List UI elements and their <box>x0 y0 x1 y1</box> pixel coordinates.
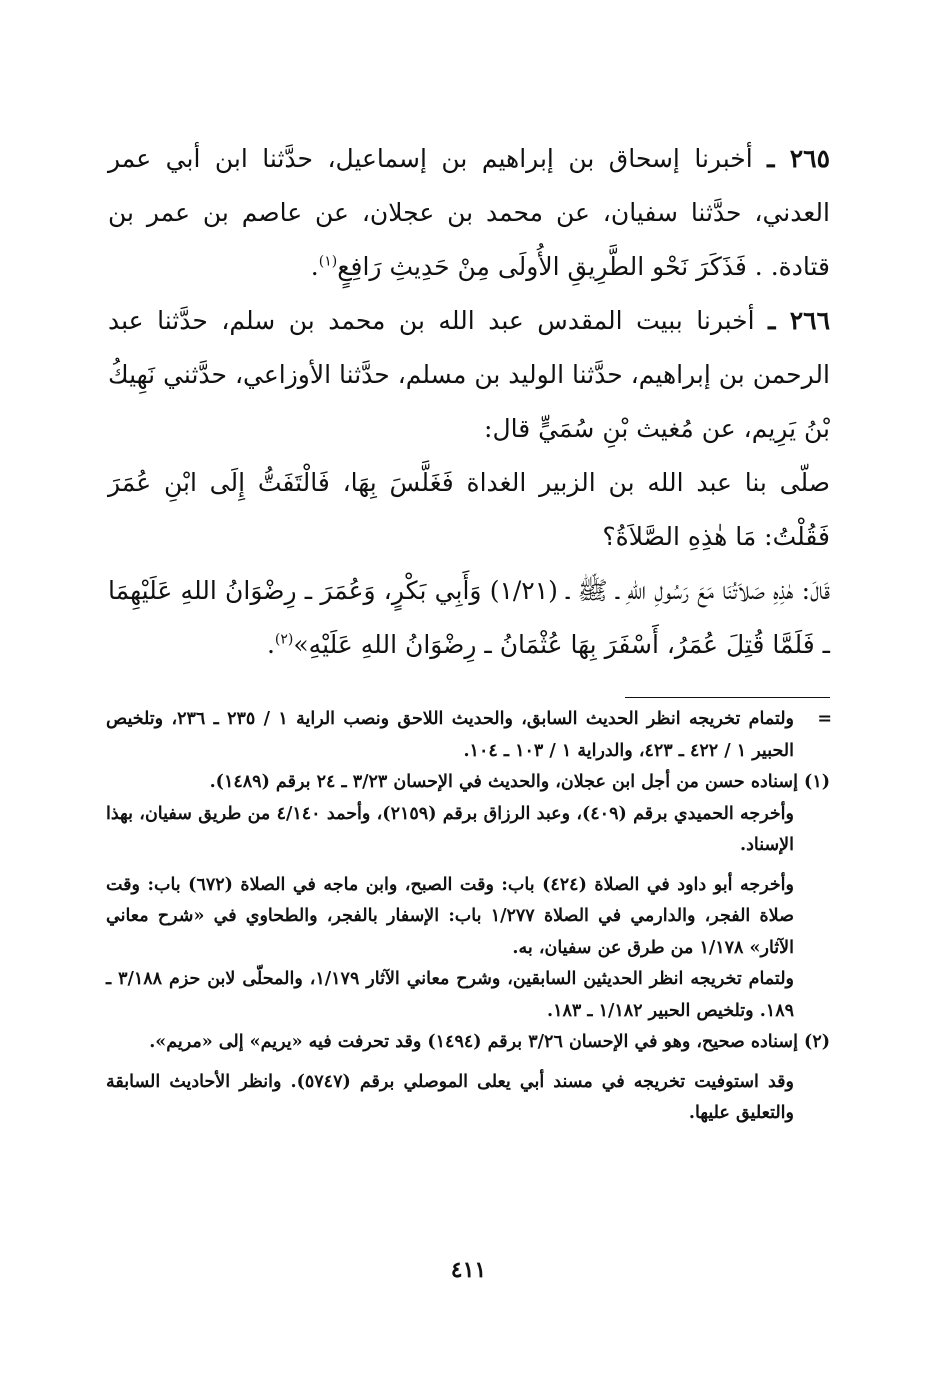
continuation-mark: = <box>817 709 832 729</box>
hadith-266 <box>108 294 830 456</box>
hadith-quote-1: صلّى بنا عبد الله بن الزبير الغداة فَغَلَّسَ بِهَا، فَالْتَفَتُّ إِلَى ابْنِ عُمَرَ فَقُلْتُ: مَا هٰذِهِ الصَّلاَةُ؟ <box>108 468 830 551</box>
footnote-text: ولتمام تخريجه انظر الحديث السابق، والحديث اللاحق ونصب الراية ١ / ٢٣٥ ـ ٢٣٦، وتلخيص الحبير ١ / ٤٢٢ ـ ٤٢٣، والدراية ١ / ١٠٣ ـ ١٠٤. <box>106 709 795 761</box>
hadith-number: ٢٦٥ ـ <box>767 144 831 173</box>
punctuation: . <box>266 630 275 659</box>
hadith-text: أخبرنا إسحاق بن إبراهيم بن إسماعيل، حدَّثنا ابن أبي عمر العدني، حدَّثنا سفيان، عن محمد بن عجلان، عن عاصم بن عمر بن قتادة. . فَذَكَرَ نَحْو الطَّرِيقِ الأُولَى مِنْ حَدِيثِ رَافِعٍ <box>108 144 830 281</box>
footnote-ref: (١) <box>318 253 338 270</box>
hadith-text: أخبرنا ببيت المقدس عبد الله بن محمد بن سلم، حدَّثنا عبد الرحمن بن إبراهيم، حدَّثنا الوليد بن مسلم، حدَّثنا الأوزاعي، حدَّثني نَهِيكُ بْنُ يَرِيم، عن مُغيث بْنِ سُمَيٍّ قال: <box>108 306 830 443</box>
footnote-2-paragraph: وقد استوفيت تخريجه في مسند أبي يعلى الموصلي برقم (٥٧٤٧). وانظر الأحاديث السابقة والتعليق عليها. <box>106 1071 794 1123</box>
hadith-number: ٢٦٦ ـ <box>768 306 831 335</box>
punctuation: . <box>310 252 319 281</box>
page-number: ٤١١ <box>450 1257 487 1283</box>
footnote-1-paragraph: وأخرجه الحميدي برقم (٤٠٩)، وعبد الرزاق برقم (٢١٥٩)، وأحمد ٤/١٤٠ من طريق سفيان، بهذا الإسناد. <box>106 803 794 855</box>
footnote-1-paragraph: وأخرجه أبو داود في الصلاة (٤٢٤) باب: وقت الصبح، وابن ماجه في الصلاة (٦٧٢) باب: وقت صلاة الفجر، والدارمي في الصلاة ١/٢٧٧ باب: الإسفار بالفجر، والطحاوي في «شرح معاني الآثار» ١/١٧٨ من طرق عن سفيان، به. <box>106 874 794 958</box>
main-text <box>108 132 830 672</box>
footnote-continuation <box>106 704 830 767</box>
hadith-quote-2 <box>108 564 830 672</box>
hadith-quote-text: قَالَ: هٰذِهِ صَلاَتُنَا مَعَ رَسُولِ اللهِ ـ ﷺ ـ (١/٢١) وَأَبِي بَكْرٍ، وَعُمَرَ ـ رِضْوَانُ اللهِ عَلَيْهِمَا ـ فَلَمَّا قُتِلَ عُمَرُ، أَسْفَرَ بِهَا عُثْمَانُ ـ رِضْوَانُ اللهِ عَلَيْهِ» <box>108 576 830 659</box>
footnotes <box>106 704 830 1130</box>
hadith-265 <box>108 132 830 294</box>
footnote-divider <box>625 697 830 698</box>
footnote-2: (٢) إسناده صحيح، وهو في الإحسان ٣/٢٦ برقم (١٤٩٤) وقد تحرفت فيه «يريم» إلى «مريم». <box>149 1032 830 1052</box>
footnote-1-paragraph: ولتمام تخريجه انظر الحديثين السابقين، وشرح معاني الآثار ١/١٧٩، والمحلّى لابن حزم ٣/١٨٨ ـ ١٨٩. وتلخيص الحبير ١/١٨٢ ـ ١٨٣. <box>106 969 794 1021</box>
footnote-1: (١) إسناده حسن من أجل ابن عجلان، والحديث في الإحسان ٣/٢٣ ـ ٢٤ برقم (١٤٨٩). <box>209 772 830 792</box>
footnote-ref: (٢) <box>274 631 294 648</box>
